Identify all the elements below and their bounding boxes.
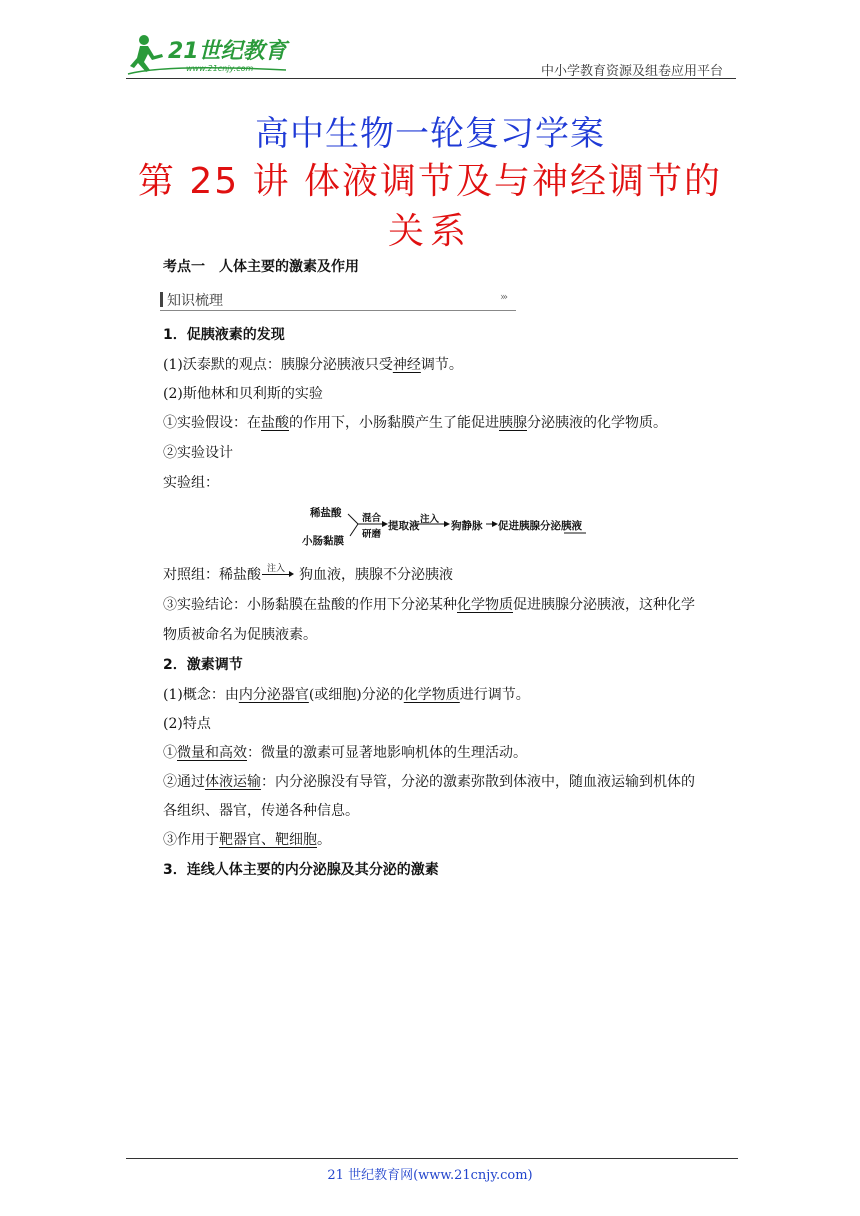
diagram-label: 狗静脉 (451, 520, 483, 532)
heading-3: 3．连线人体主要的内分泌腺及其分泌的激素 (163, 862, 439, 878)
logo-url: www.21cnjy.com (186, 64, 254, 73)
paragraph: (1)沃泰默的观点：胰腺分泌胰液只受神经调节。 (163, 357, 463, 373)
footer-text: 21 世纪教育网(www.21cnjy.com) (327, 1168, 533, 1183)
paragraph: 实验组： (163, 475, 219, 491)
footer-divider (126, 1158, 738, 1159)
site-logo (126, 30, 296, 76)
diagram-label: 研磨 (362, 529, 382, 540)
chevron-right-icon: ››› (500, 292, 506, 303)
logo-text: 21世纪教育 (168, 39, 287, 64)
lecture-title: 第 25 讲 体液调节及与神经调节的 (137, 161, 723, 202)
exam-point-label: 考点一 (163, 259, 205, 275)
section-marker (160, 292, 163, 307)
paragraph: (2)斯他林和贝利斯的实验 (163, 386, 323, 402)
diagram-label: 提取液 (388, 520, 420, 532)
experiment-diagram (300, 500, 600, 550)
diagram-label: 稀盐酸 (310, 507, 342, 519)
paragraph: ③实验结论：小肠黏膜在盐酸的作用下分泌某种化学物质促进胰腺分泌胰液，这种化学 (163, 597, 695, 613)
paragraph: (1)概念：由内分泌器官(或细胞)分泌的化学物质进行调节。 (163, 687, 530, 703)
paragraph: ①实验假设：在盐酸的作用下，小肠黏膜产生了能促进胰腺分泌胰液的化学物质。 (163, 415, 667, 431)
paragraph: 各组织、器官，传递各种信息。 (163, 803, 359, 819)
paragraph: ②实验设计 (163, 445, 233, 461)
paragraph: ①微量和高效：微量的激素可显著地影响机体的生理活动。 (163, 745, 527, 761)
paragraph: 物质被命名为促胰液素。 (163, 627, 317, 643)
heading-2: 2．激素调节 (163, 657, 243, 673)
header-divider (126, 78, 736, 79)
diagram-label: 促进胰腺分泌胰液 (498, 520, 582, 532)
exam-point-text: 人体主要的激素及作用 (219, 259, 359, 275)
paragraph: (2)特点 (163, 716, 211, 732)
header-platform-text: 中小学教育资源及组卷应用平台 (541, 64, 724, 79)
paragraph: ②通过体液运输：内分泌腺没有导管，分泌的激素弥散到体液中，随血液运输到机体的 (163, 774, 695, 790)
diagram-label: 混合 (362, 513, 382, 524)
arrow-inject: 注入 (261, 565, 295, 585)
diagram-label: 注入 (420, 514, 440, 525)
lecture-title-cont: 关系 (387, 211, 472, 252)
diagram-label: 小肠黏膜 (302, 535, 344, 547)
heading-1: 1．促胰液素的发现 (163, 327, 285, 343)
exam-point-heading (163, 256, 373, 276)
page-title: 高中生物一轮复习学案 (255, 114, 605, 154)
paragraph: ③作用于靶器官、靶细胞。 (163, 832, 331, 848)
paragraph: 对照组：稀盐酸 注入 狗血液，胰腺不分泌胰液 (163, 564, 453, 583)
section-label: 知识梳理 (167, 293, 223, 309)
